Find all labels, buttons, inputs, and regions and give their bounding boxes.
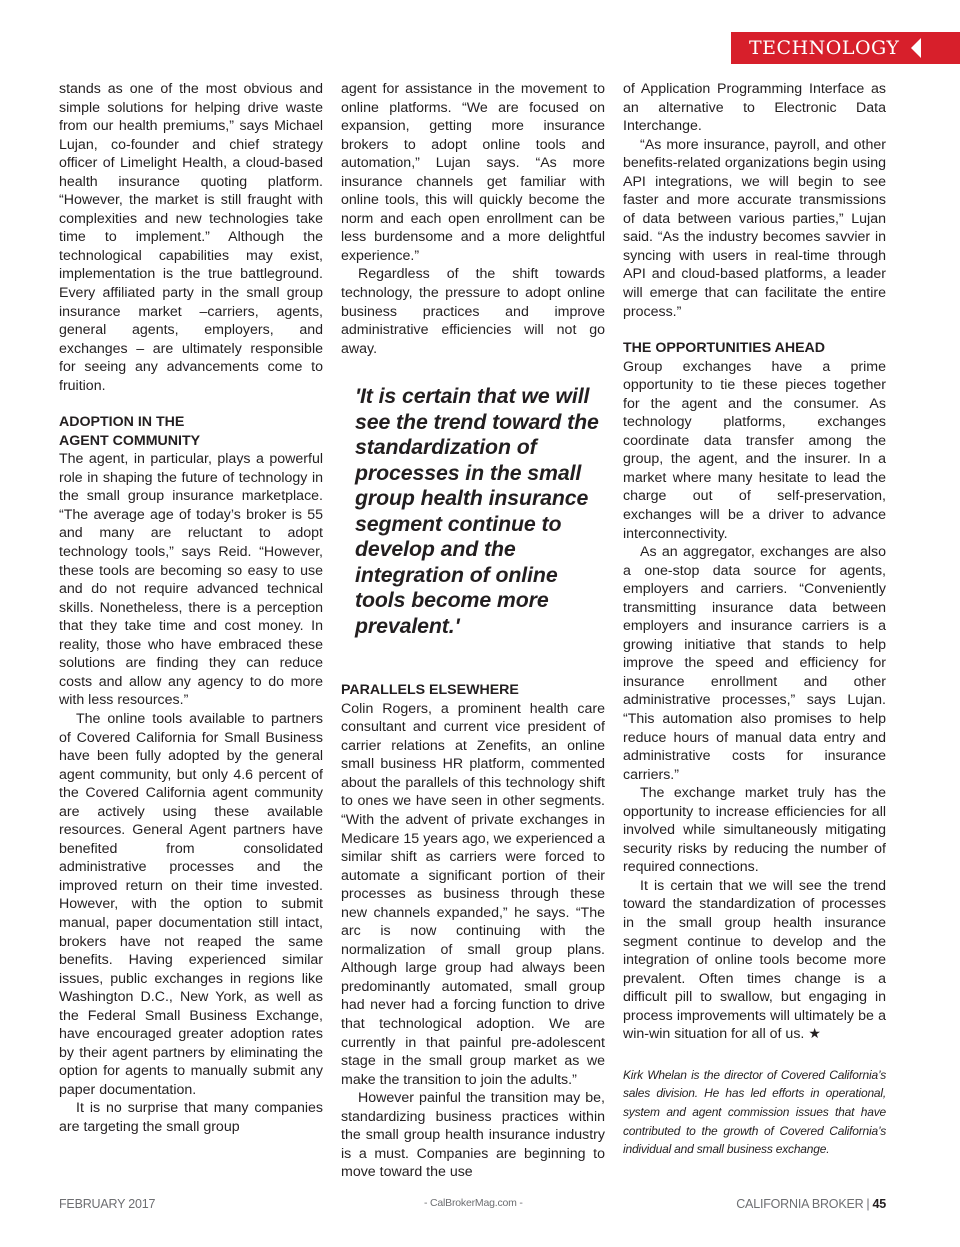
section-tag-label: TECHNOLOGY [749,37,900,59]
section-heading-adoption [59,413,323,450]
paragraph: agent for assistance in the movement to online platforms. “We are focused on expansion, getting more insurance brokers to adopt online tools and automation,” Lujan says. “As more insurance channels get familiar with online tools, this will quickly become the norm and each open enrollment can be less burdensome and a more delightful experience.” [341,81,605,264]
heading-line: AGENT COMMUNITY [59,432,201,449]
paragraph [623,877,886,1044]
section-tag [731,32,960,64]
triangle-left-icon [911,38,921,58]
section-heading-parallels: PARALLELS ELSEWHERE [341,682,519,699]
article-column-1 [59,80,323,1137]
paragraph-text: It is certain that we will see the trend toward the standardization of processes in the small group health insurance segment continue to develop and the integration of online tools become more prevalent. Often times change is a difficult pill to swallow, but engaging in process improvements will ultimately be a win-win situation for all of us. [623,877,886,1043]
paragraph: Group exchanges have a prime opportunity to tie these pieces together for the agent and the consumer. As technology platforms, exchanges coordinate data transfer among the group, the agent, and the insurer. In a market where many hesitate to lead the charge out of self-preservation, exchanges will be a driver to advance interconnectivity. [623,358,886,542]
paragraph: However painful the transition may be, standardizing business practices within the small group health insurance industry is a must. Companies are beginning to move toward the use [341,1090,605,1181]
article-column-3 [623,80,886,1159]
paragraph: Colin Rogers, a prominent health care consultant and current vice president of carrier relations at Zenefits, an online small business HR platform, commented about the parallels of this technology shift to ones we have seen in other segments. “With the advent of private exchanges in Medicare 15 years ago, we experienced a similar shift as carriers were forced to automate a significant portion of their processes as business through these new channels expanded,” he says. “The arc is now continuing with the normalization of small group plans. Although large group had always been predominantly automated, small group had never had a forcing function to drive that technological adoption. We are currently in that painful pre-adolescent stage in the small group market as we make the transition to join the adults.” [341,700,605,1088]
author-bio: Kirk Whelan is the director of Covered California’s sales division. He has led efforts in operational, system and agent commission issues that have contributed to the growth of Covered California’s individual and small business exchange. [623,1067,886,1157]
footer-date: FEBRUARY 2017 [59,1197,156,1211]
section-heading-opportunities: THE OPPORTUNITIES AHEAD [623,340,826,357]
paragraph: As an aggregator, exchanges are also a one-stop data source for agents, employers and carriers. “Conveniently transmitting insurance data between employers and insurance carriers is a growing initiative that stands to help improve the speed and efficiency for insurance enrollment and other administrative processes,” says Lujan. “This automation also promises to help reduce hours of manual data entry and administrative costs for insurance carriers.” [623,544,886,783]
footer-website: - CalBrokerMag.com - [424,1197,523,1209]
paragraph: stands as one of the most obvious and simple solutions for helping drive waste from our health premiums,” says Michael Lujan, co-founder and chief strategy officer of Limelight Health, a cloud-based health insurance quoting platform. “However, the market is still fraught with complexities and new technologies take time to implement.” Although the technological capabilities may exist, implementation is the true battleground. Every affiliated party in the small group insurance market –carriers, agents, general agents, employers, and exchanges – are ultimately responsible for seeing any advancements come to fruition. [59,81,323,394]
paragraph: The exchange market truly has the opportunity to increase efficiencies for all involved while simultaneously mitigating security risks by reducing the number of required connections. [623,785,886,876]
paragraph: The agent, in particular, plays a powerful role in shaping the future of technology in the small group insurance marketplace. “The average age of today’s broker is 55 and many are reluctant to adopt technology tools,” says Reid. “However, these tools are becoming so easy to use and do not require advanced technical skills. Nonetheless, there is a perception that they take time and cost money. In reality, those who have embraced these solutions are finding they can reduce costs and allow any agency to do more with less resources.” [59,451,323,709]
paragraph: of Application Programming Interface as an alternative to Electronic Data Interchange. [623,81,886,135]
heading-line: ADOPTION IN THE [59,414,185,431]
page-number: 45 [872,1197,886,1211]
paragraph: The online tools available to partners of Covered California for Small Business have been fully adopted by the general agent community, but only 4.6 percent of the Covered California agent community are actively using these available resources. General Agent partners have benefited from consolidated administrative processes and the improved return on their time invested. However, with the option to submit manual, paper documentation still intact, brokers have not reaped the same benefits. Having experienced similar issues, public exchanges in regions like Washington D.C., New York, as well as the Federal Small Business Exchange, have encouraged greater adoption rates by their agent partners by eliminating the option for agents to manually submit any paper documentation. [59,710,323,1098]
star-icon: ★ [808,1026,822,1043]
pull-quote: 'It is certain that we will see the trend toward the standardization of processes in the small group health insurance segment continue to develop and the integration of online tools become more prevalent.' [355,384,599,638]
article-column-2 [341,80,605,1182]
publication-name: CALIFORNIA BROKER [736,1197,864,1211]
paragraph: It is no surprise that many companies are targeting the small group [59,1100,323,1135]
paragraph: “As more insurance, payroll, and other benefits-related organizations begin using API integrations, we will begin to see faster and more accurate transmissions of data between various parties,” Lujan said. “As the industry becomes savvier in syncing with users in real-time through API and cloud-based platforms, a leader will emerge that can facilitate the entire process.” [623,136,886,320]
paragraph: Regardless of the shift towards technology, the pressure to adopt online business practices and improve administrative efficiencies will not go away. [341,266,605,357]
footer-separator: | [866,1197,870,1211]
footer-publication [736,1197,886,1211]
